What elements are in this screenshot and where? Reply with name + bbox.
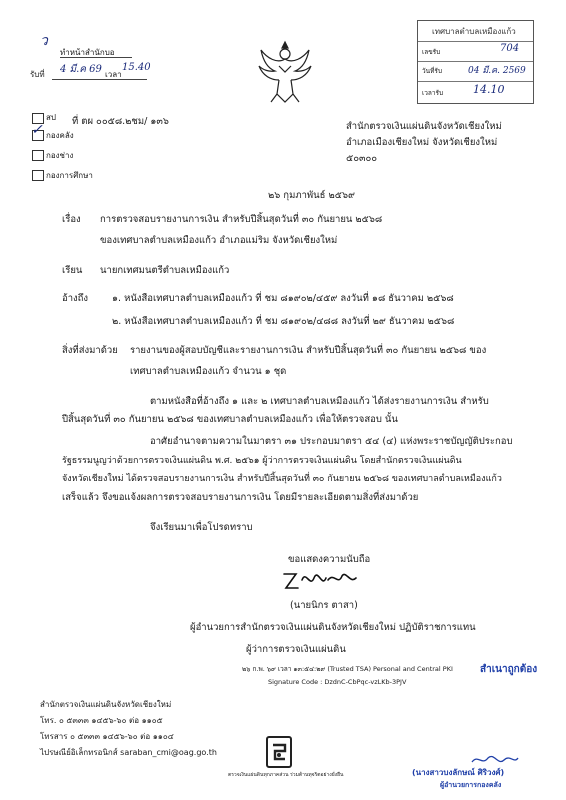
checkbox-education[interactable]	[32, 170, 44, 181]
stamp-time-label: เวลารับ	[422, 89, 444, 97]
signatory-title-2: ผู้ว่าการตรวจเงินแผ่นดิน	[246, 644, 346, 655]
contact-fax: โทรสาร ๐ ๕๓๓๓ ๑๔๕๖-๖๐ ต่อ ๑๑๐๔	[40, 732, 174, 741]
stamp-time-value: 14.10	[473, 83, 505, 96]
certifier-title: ผู้อำนวยการกองคลัง	[440, 781, 502, 789]
logo-caption: ตรวจเงินแผ่นดินทุกภาคส่วน ร่วมต้านทุจริตอย่างยั่งยืน	[228, 772, 344, 778]
reference-label: อ้างถึง	[62, 293, 89, 304]
document-date: ๒๖ กุมภาพันธ์ ๒๕๖๙	[268, 190, 355, 201]
esign-line-2: Signature Code : DzdnC-CbPqc-vzLKb-3PJV	[268, 678, 407, 686]
to-label: เรียน	[62, 265, 83, 276]
stamp-number-value: 704	[500, 43, 520, 54]
enclosure-line-2: เทศบาลตำบลเหมืองแก้ว จำนวน ๑ ชุด	[130, 366, 287, 377]
contact-email: ไปรษณีย์อิเล็กทรอนิกส์ saraban_cmi@oag.go.th	[40, 748, 217, 757]
garuda-emblem	[255, 38, 315, 108]
certified-copy-stamp: สำเนาถูกต้อง	[480, 664, 538, 675]
checkbox-label-education: กองการศึกษา	[46, 171, 93, 180]
stamp-date-label: วันที่รับ	[422, 67, 442, 75]
received-date: 4 มี.ค 69	[60, 64, 102, 75]
subject-line-1: การตรวจสอบรายงานการเงิน สำหรับปีสิ้นสุดวันที่ ๓๐ กันยายน ๒๕๖๘	[100, 214, 383, 225]
check-mark-icon: ✓	[31, 122, 43, 138]
checkbox-label-finance: กองคลัง	[46, 131, 74, 140]
contact-office: สำนักตรวจเงินแผ่นดินจังหวัดเชียงใหม่	[40, 700, 172, 709]
stamp-number-label: เลขรับ	[422, 48, 441, 56]
enclosure-label: สิ่งที่ส่งมาด้วย	[62, 345, 118, 356]
received-label: รับที่	[30, 70, 45, 79]
sender-postcode: ๕๐๓๐๐	[346, 153, 378, 164]
body-p2-line-3: จังหวัดเชียงใหม่ ได้ตรวจสอบรายงานการเงิน สำหรับปีสิ้นสุดวันที่ ๓๐ กันยายน ๒๕๖๘ ของเทศบาลตำบลเหมืองแก้ว	[62, 474, 502, 484]
document-number: ที่ ตผ ๐๐๕๘.๒ชม/ ๑๓๖	[72, 116, 169, 127]
reference-item-2: ๒. หนังสือเทศบาลตำบลเหมืองแก้ว ที่ ชม ๘๑๙๐๒/๔๘๘ ลงวันที่ ๒๙ ธันวาคม ๒๕๖๘	[112, 316, 455, 327]
subject-line-2: ของเทศบาลตำบลเหมืองแก้ว อำเภอแม่ริม จังหวัดเชียงใหม่	[100, 235, 338, 246]
to-value: นายกเทศมนตรีตำบลเหมืองแก้ว	[100, 265, 230, 276]
receipt-office-label: ทำหน้าสำนักบอ	[60, 48, 115, 57]
stamp-date-value: 04 มี.ค. 2569	[468, 66, 526, 76]
body-p3: จึงเรียนมาเพื่อโปรดทราบ	[150, 522, 253, 533]
esign-line-1: ๒๖ ก.พ. ๖๙ เวลา ๑๓:๕๔:๒๙ (Trusted TSA) Personal and Central PKI	[242, 665, 453, 673]
enclosure-line-1: รายงานของผู้สอบบัญชีและรายงานการเงิน สำหรับปีสิ้นสุดวันที่ ๓๐ กันยายน ๒๕๖๘ ของ	[130, 345, 487, 356]
body-p1-line-2: ปีสิ้นสุดวันที่ ๓๐ กันยายน ๒๕๖๘ ของเทศบาลตำบลเหมืองแก้ว เพื่อให้ตรวจสอบ นั้น	[62, 414, 398, 425]
oag-logo	[265, 735, 293, 769]
contact-phone: โทร. ๐ ๕๓๓๓ ๑๔๕๖-๖๐ ต่อ ๑๑๐๕	[40, 716, 163, 725]
sender-line-2: อำเภอเมืองเชียงใหม่ จังหวัดเชียงใหม่	[346, 137, 498, 148]
circled-mark: ว	[40, 33, 48, 49]
signatory-title-1: ผู้อำนวยการสำนักตรวจเงินแผ่นดินจังหวัดเชียงใหม่ ปฏิบัติราชการแทน	[190, 622, 476, 633]
oag-logo-icon	[265, 735, 293, 769]
body-p1-line-1: ตามหนังสือที่อ้างถึง ๑ และ ๒ เทศบาลตำบลเหมืองแก้ว ได้ส่งรายงานการเงิน สำหรับ	[150, 396, 489, 407]
checkbox-label-engineering: กองช่าง	[46, 151, 74, 160]
signatory-name: (นายนิกร ตาสา)	[290, 600, 358, 611]
time-label: เวลา	[105, 70, 122, 79]
closing: ขอแสดงความนับถือ	[288, 554, 371, 565]
receiving-stamp-title: เทศบาลตำบลเหมืองแก้ว	[432, 27, 516, 36]
garuda-icon	[255, 38, 315, 108]
signature	[280, 566, 360, 598]
checkbox-engineering[interactable]	[32, 150, 44, 161]
received-time: 15.40	[122, 62, 151, 73]
reference-item-1: ๑. หนังสือเทศบาลตำบลเหมืองแก้ว ที่ ชม ๘๑๙๐๒/๔๕๙ ลงวันที่ ๑๘ ธันวาคม ๒๕๖๘	[112, 293, 454, 304]
sender-line-1: สำนักตรวจเงินแผ่นดินจังหวัดเชียงใหม่	[346, 121, 502, 132]
body-p2-line-4: เสร็จแล้ว จึงขอแจ้งผลการตรวจสอบรายงานการเงิน โดยมีรายละเอียดตามสิ่งที่ส่งมาด้วย	[62, 492, 419, 503]
checkbox-label-sp: สป	[46, 113, 56, 122]
body-p2-line-2: รัฐธรรมนูญว่าด้วยการตรวจเงินแผ่นดิน พ.ศ. ๒๕๖๑ ผู้ว่าการตรวจเงินแผ่นดิน โดยสำนักตรวจเงินแผ่นดิน	[62, 456, 462, 466]
certifier-name: (นางสาวบงลักษณ์ ศิริวงศ์)	[412, 768, 505, 777]
receiving-stamp	[417, 20, 534, 104]
body-p2-line-1: อาศัยอำนาจตามความในมาตรา ๓๑ ประกอบมาตรา ๕๔ (๔) แห่งพระราชบัญญัติประกอบ	[150, 436, 513, 447]
subject-label: เรื่อง	[62, 214, 81, 225]
